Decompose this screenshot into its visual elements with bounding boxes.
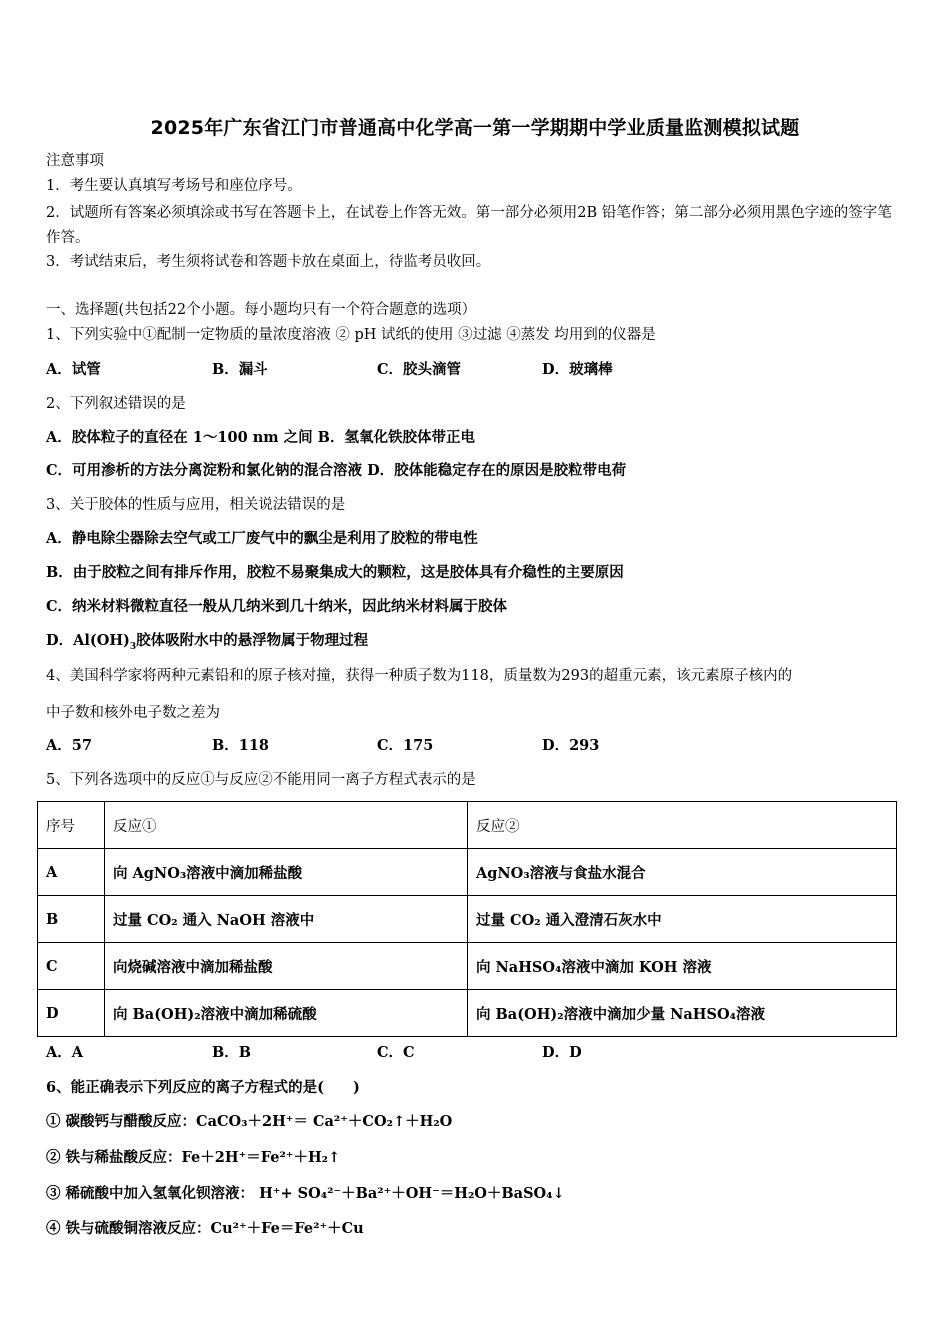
q2-stem: 2、下列叙述错误的是 — [46, 396, 186, 412]
header-reaction-2: 反应② — [468, 802, 897, 849]
row-key: C — [38, 943, 105, 990]
row-reaction-1: 向烧碱溶液中滴加稀盐酸 — [105, 943, 468, 990]
q1-option-b: B．漏斗 — [212, 361, 268, 378]
section-heading: 一、选择题(共包括22个小题。每小题均只有一个符合题意的选项） — [46, 302, 477, 318]
q5-option-a: A．A — [46, 1044, 84, 1061]
q4-stem-line2: 中子数和核外电子数之差为 — [46, 705, 220, 721]
q2-options-cd: C．可用渗析的方法分离淀粉和氯化钠的混合溶液 D．胶体能稳定存在的原因是胶粒带电荷 — [46, 462, 627, 479]
q5-option-d: D．D — [542, 1044, 582, 1061]
q5-option-c: C．C — [377, 1044, 415, 1061]
q6-equation-3: ③ 稀硫酸中加入氢氧化钡溶液： H⁺+ SO₄²⁻＋Ba²⁺＋OH⁻＝H₂O＋BaSO₄↓ — [46, 1185, 565, 1202]
row-key: D — [38, 990, 105, 1037]
q6-stem: 6、能正确表示下列反应的离子方程式的是( ) — [46, 1079, 360, 1096]
q4-option-d: D．293 — [542, 737, 600, 754]
q3-option-b: B．由于胶粒之间有排斥作用，胶粒不易聚集成大的颗粒，这是胶体具有介稳性的主要原因 — [46, 564, 624, 581]
q3-option-d: D．$Al(OH)_3$胶体吸附水中的悬浮物属于物理过程 — [46, 632, 369, 652]
q5-option-b: B．B — [212, 1044, 252, 1061]
q1-option-c: C．胶头滴管 — [377, 361, 462, 378]
row-reaction-2: 向 NaHSO₄溶液中滴加 KOH 溶液 — [468, 943, 897, 990]
row-reaction-1: 向 Ba(OH)₂溶液中滴加稀硫酸 — [105, 990, 468, 1037]
q2-options-ab: A．胶体粒子的直径在 1～100 nm 之间 B．氢氧化铁胶体带正电 — [46, 429, 475, 446]
row-reaction-2: AgNO₃溶液与食盐水混合 — [468, 849, 897, 896]
q6-equation-4: ④ 铁与硫酸铜溶液反应：Cu²⁺＋Fe＝Fe²⁺＋Cu — [46, 1220, 364, 1237]
table-row — [38, 990, 897, 1037]
notice-item-3: 3．考试结束后，考生须将试卷和答题卡放在桌面上，待监考员收回。 — [46, 254, 491, 270]
q4-stem-line1: 4、美国科学家将两种元素铅和的原子核对撞，获得一种质子数为118，质量数为293的超重元素，该元素原子核内的 — [46, 668, 793, 684]
q6-equation-2: ② 铁与稀盐酸反应：Fe＋2H⁺＝Fe²⁺＋H₂↑ — [46, 1149, 341, 1166]
q3-option-a: A．静电除尘器除去空气或工厂废气中的飘尘是利用了胶粒的带电性 — [46, 530, 478, 547]
table-row — [38, 943, 897, 990]
q5-stem: 5、下列各选项中的反应①与反应②不能用同一离子方程式表示的是 — [46, 772, 476, 788]
q4-option-a: A．57 — [46, 737, 92, 754]
notice-item-1: 1．考生要认真填写考场号和座位序号。 — [46, 178, 302, 194]
q1-option-d: D．玻璃棒 — [542, 361, 613, 378]
q6-equation-1: ① 碳酸钙与醋酸反应：CaCO₃＋2H⁺＝ Ca²⁺＋CO₂↑＋H₂O — [46, 1113, 453, 1130]
row-key: B — [38, 896, 105, 943]
q1-option-a: A．试管 — [46, 361, 101, 378]
row-reaction-1: 过量 CO₂ 通入 NaOH 溶液中 — [105, 896, 468, 943]
row-reaction-2: 过量 CO₂ 通入澄清石灰水中 — [468, 896, 897, 943]
q3-option-c: C．纳米材料微粒直径一般从几纳米到几十纳米，因此纳米材料属于胶体 — [46, 598, 508, 615]
q5-reaction-table — [37, 801, 897, 1037]
table-row — [38, 849, 897, 896]
q4-option-b: B．118 — [212, 737, 270, 754]
q4-option-c: C．175 — [377, 737, 434, 754]
q1-stem: 1、下列实验中①配制一定物质的量浓度溶液 ② pH 试纸的使用 ③过滤 ④蒸发 均用到的仪器是 — [46, 327, 656, 343]
header-reaction-1: 反应① — [105, 802, 468, 849]
table-row — [38, 896, 897, 943]
row-key: A — [38, 849, 105, 896]
notice-heading: 注意事项 — [46, 153, 104, 169]
q3-stem: 3、关于胶体的性质与应用，相关说法错误的是 — [46, 497, 346, 513]
notice-item-2: 2．试题所有答案必须填涂或书写在答题卡上，在试卷上作答无效。第一部分必须用2B 铅笔作答；第二部分必须用黑色字迹的签字笔作答。 — [46, 205, 892, 246]
row-reaction-2: 向 Ba(OH)₂溶液中滴加少量 NaHSO₄溶液 — [468, 990, 897, 1037]
table-header-row — [38, 802, 897, 849]
row-reaction-1: 向 AgNO₃溶液中滴加稀盐酸 — [105, 849, 468, 896]
header-index: 序号 — [38, 802, 105, 849]
page-title: 2025年广东省江门市普通高中化学高一第一学期期中学业质量监测模拟试题 — [150, 117, 800, 139]
